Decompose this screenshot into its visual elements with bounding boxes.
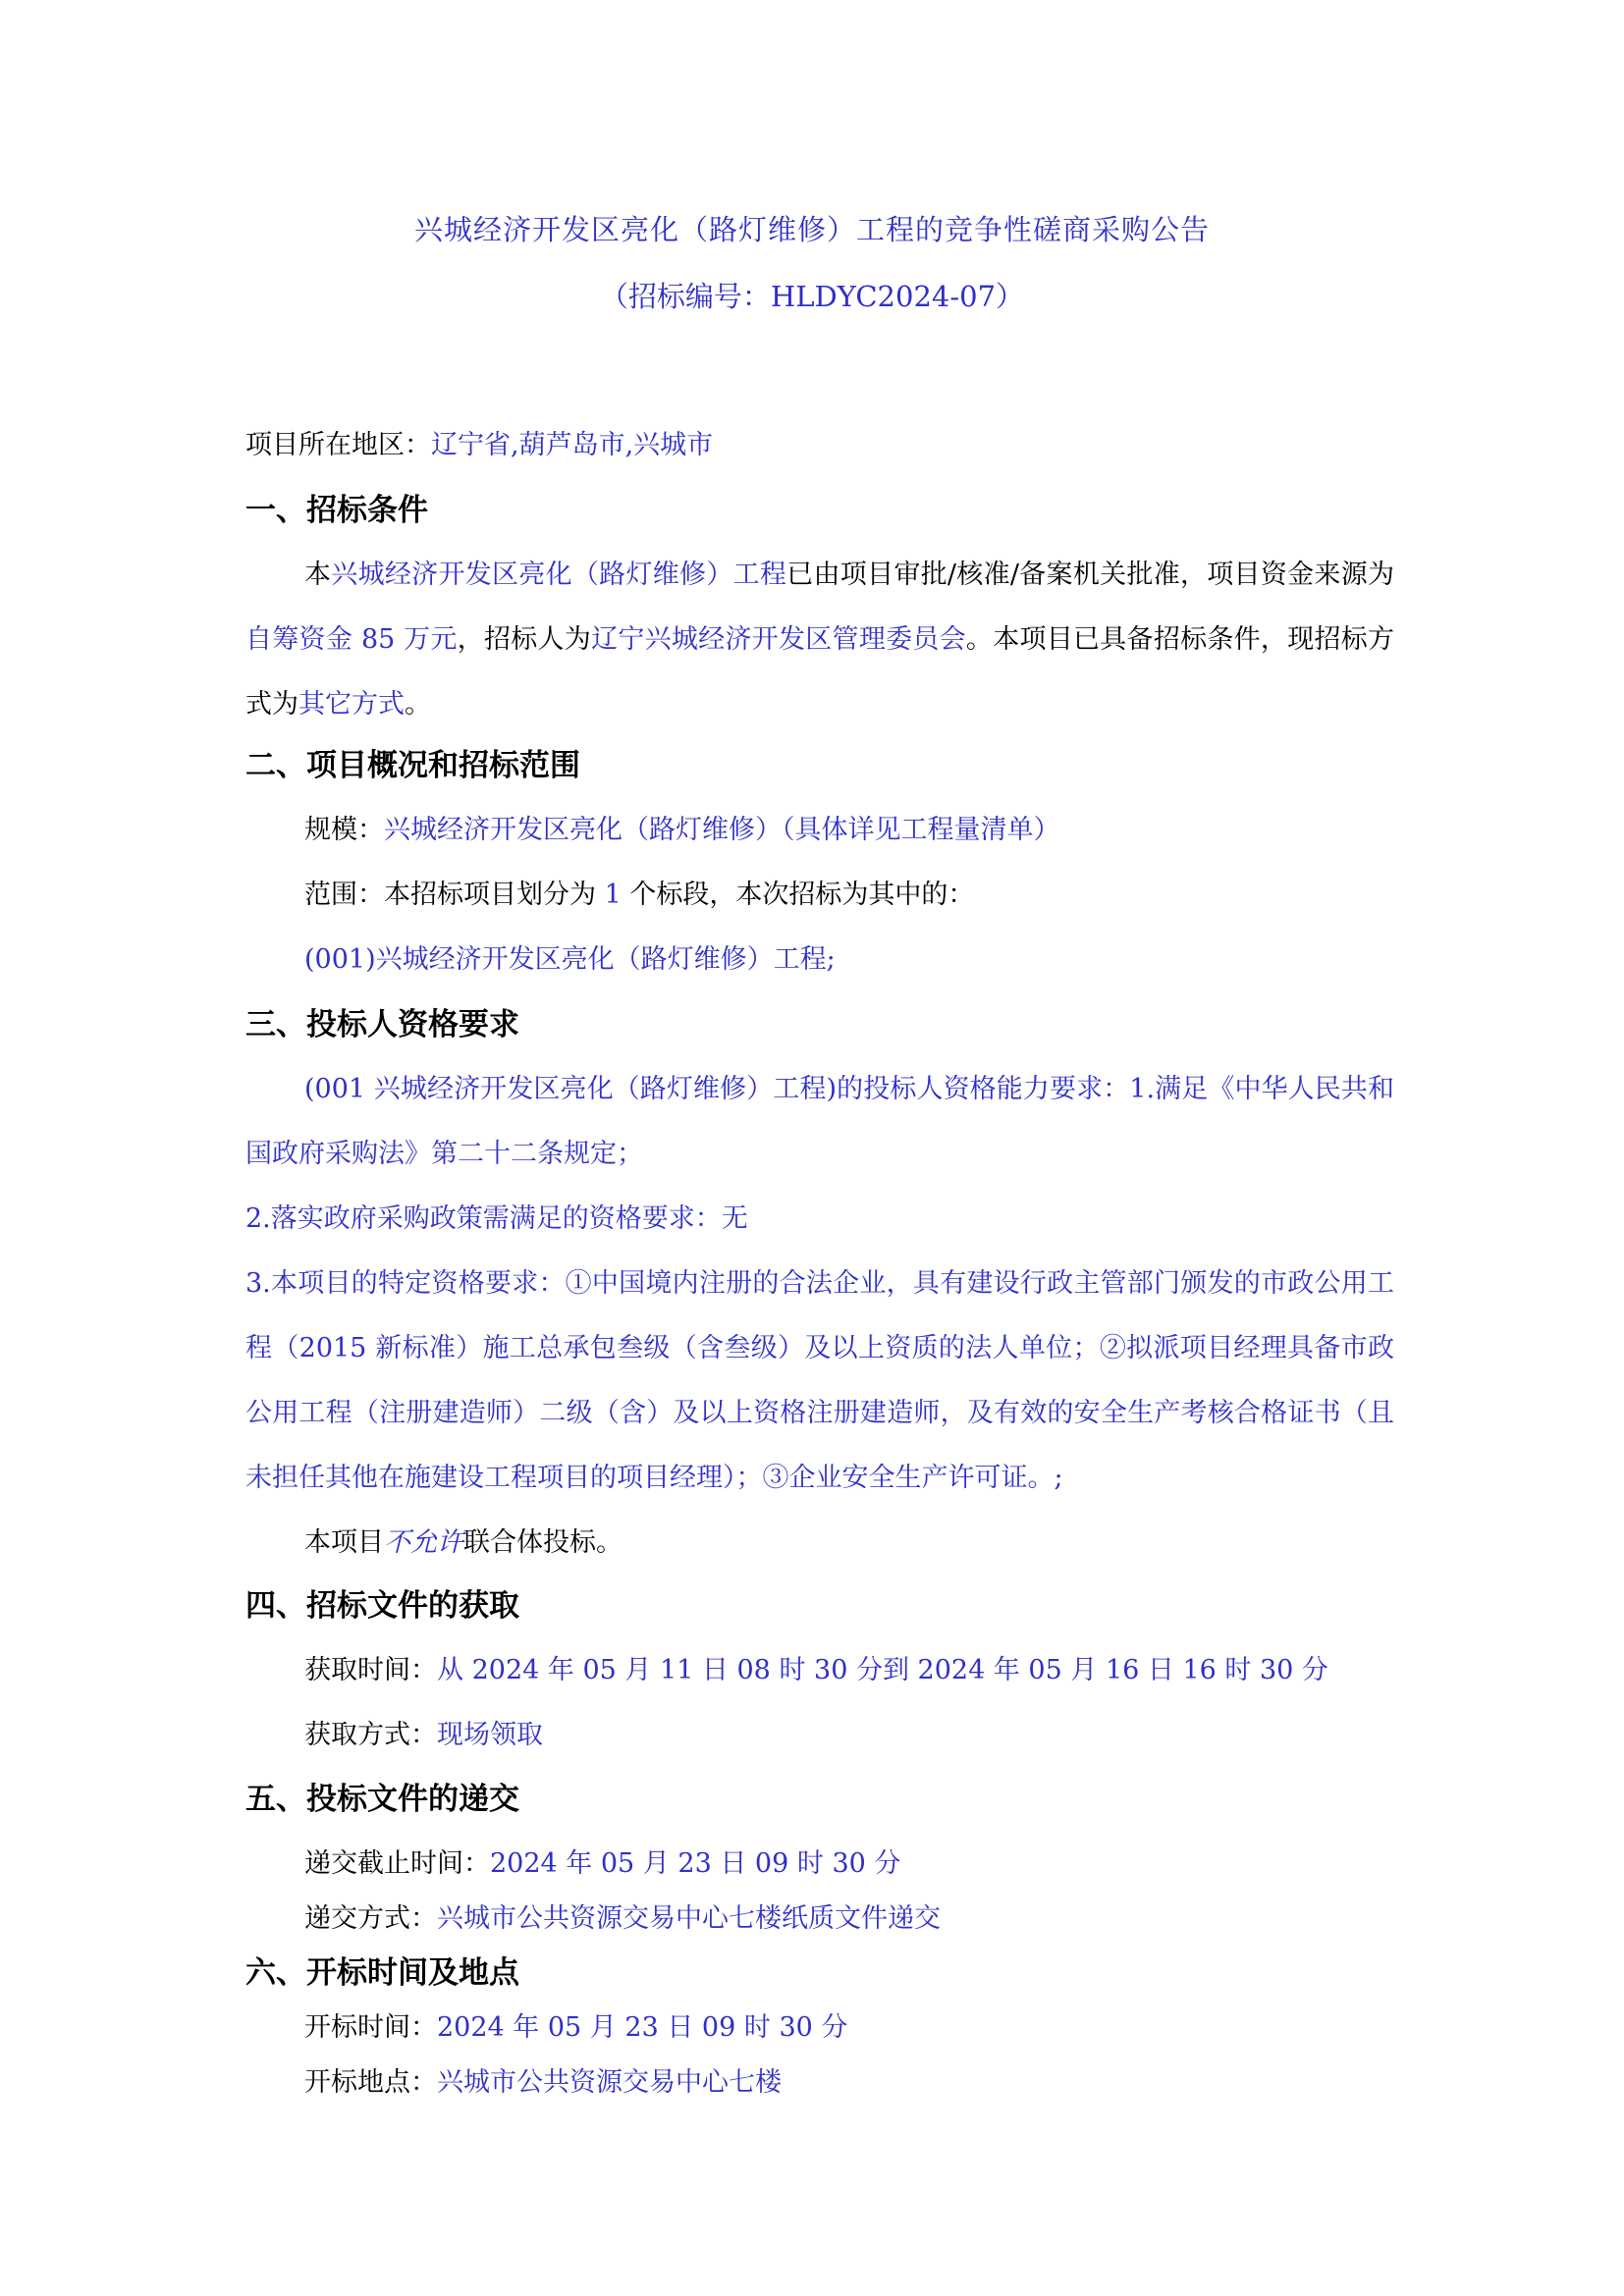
region-value: 辽宁省,葫芦岛市,兴城市 bbox=[431, 430, 714, 460]
submit-deadline-line: 递交截止时间：2024 年 05 月 23 日 09 时 30 分 bbox=[304, 1848, 901, 1879]
section-heading-6: 六、开标时间及地点 bbox=[245, 1955, 519, 1991]
obtain-method-value: 现场领取 bbox=[437, 1720, 543, 1750]
fund-source: 自筹资金 85 万元 bbox=[245, 624, 458, 655]
page-title: 兴城经济开发区亮化（路灯维修）工程的竞争性磋商采购公告 bbox=[413, 213, 1210, 246]
requirement-3: 3.本项目的特定资格要求：①中国境内注册的合法企业，具有建设行政主管部门颁发的市政公用工程（2015 新标准）施工总承包叁级（含叁级）及以上资质的法人单位；②拟派项目经理具备市政公用工程（注册建造师）二级（含）及以上资格注册建造师，及有效的安全生产考核合格证书（且未担任其他在施建设工程项目的项目经理）；③企业安全生产许可证。; bbox=[245, 1268, 1394, 1493]
submit-deadline-value: 2024 年 05 月 23 日 09 时 30 分 bbox=[490, 1848, 901, 1879]
obtain-method-line: 获取方式：现场领取 bbox=[304, 1720, 543, 1750]
joint-bid-value: 不允许 bbox=[384, 1527, 463, 1558]
requirement-1: (001 兴城经济开发区亮化（路灯维修）工程)的投标人资格能力要求：1.满足《中华人民共和国政府采购法》第二十二条规定； bbox=[245, 1074, 1394, 1169]
section-heading-5: 五、投标文件的递交 bbox=[245, 1782, 519, 1817]
tender-method: 其它方式 bbox=[298, 689, 405, 720]
scale-value: 兴城经济开发区亮化（路灯维修）（具体详见工程量清单） bbox=[384, 815, 1060, 845]
section-heading-2: 二、项目概况和招标范围 bbox=[245, 748, 580, 783]
tender-number: （招标编号：HLDYC2024-07） bbox=[599, 280, 1025, 313]
submit-method-line: 递交方式：兴城市公共资源交易中心七楼纸质文件递交 bbox=[304, 1903, 941, 1934]
tenderer-name: 辽宁兴城经济开发区管理委员会 bbox=[591, 624, 966, 655]
section-1-paragraph: 本兴城经济开发区亮化（路灯维修）工程已由项目审批/核准/备案机关批准，项目资金来源为自筹资金 85 万元，招标人为辽宁兴城经济开发区管理委员会。本项目已具备招标条件，现招标方式为其它方式。 bbox=[245, 560, 1395, 720]
section-heading-4: 四、招标文件的获取 bbox=[245, 1588, 519, 1624]
lot-item: (001)兴城经济开发区亮化（路灯维修）工程; bbox=[304, 944, 836, 975]
project-name: 兴城经济开发区亮化（路灯维修）工程 bbox=[331, 560, 787, 590]
scope-line: 范围：本招标项目划分为 1 个标段，本次招标为其中的： bbox=[304, 880, 975, 910]
opening-time-value: 2024 年 05 月 23 日 09 时 30 分 bbox=[437, 2012, 848, 2043]
submit-method-value: 兴城市公共资源交易中心七楼纸质文件递交 bbox=[437, 1903, 941, 1934]
obtain-time-line: 获取时间：从 2024 年 05 月 11 日 08 时 30 分到 2024 年 05 月 16 日 16 时 30 分 bbox=[304, 1655, 1328, 1685]
lot-count: 1 bbox=[604, 880, 622, 910]
section-heading-1: 一、招标条件 bbox=[245, 493, 428, 528]
opening-place-line: 开标地点：兴城市公共资源交易中心七楼 bbox=[304, 2067, 782, 2098]
requirement-2: 2.落实政府采购政策需满足的资格要求：无 bbox=[245, 1203, 748, 1234]
scale-line: 规模：兴城经济开发区亮化（路灯维修）（具体详见工程量清单） bbox=[304, 815, 1060, 845]
section-heading-3: 三、投标人资格要求 bbox=[245, 1007, 519, 1042]
joint-bid-line: 本项目不允许联合体投标。 bbox=[304, 1527, 623, 1558]
opening-time-line: 开标时间：2024 年 05 月 23 日 09 时 30 分 bbox=[304, 2012, 848, 2043]
opening-place-value: 兴城市公共资源交易中心七楼 bbox=[437, 2067, 782, 2098]
region-label: 项目所在地区： bbox=[245, 430, 431, 460]
region-line bbox=[245, 426, 1394, 465]
obtain-time-value: 从 2024 年 05 月 11 日 08 时 30 分到 2024 年 05 月 16 日 16 时 30 分 bbox=[437, 1655, 1328, 1685]
